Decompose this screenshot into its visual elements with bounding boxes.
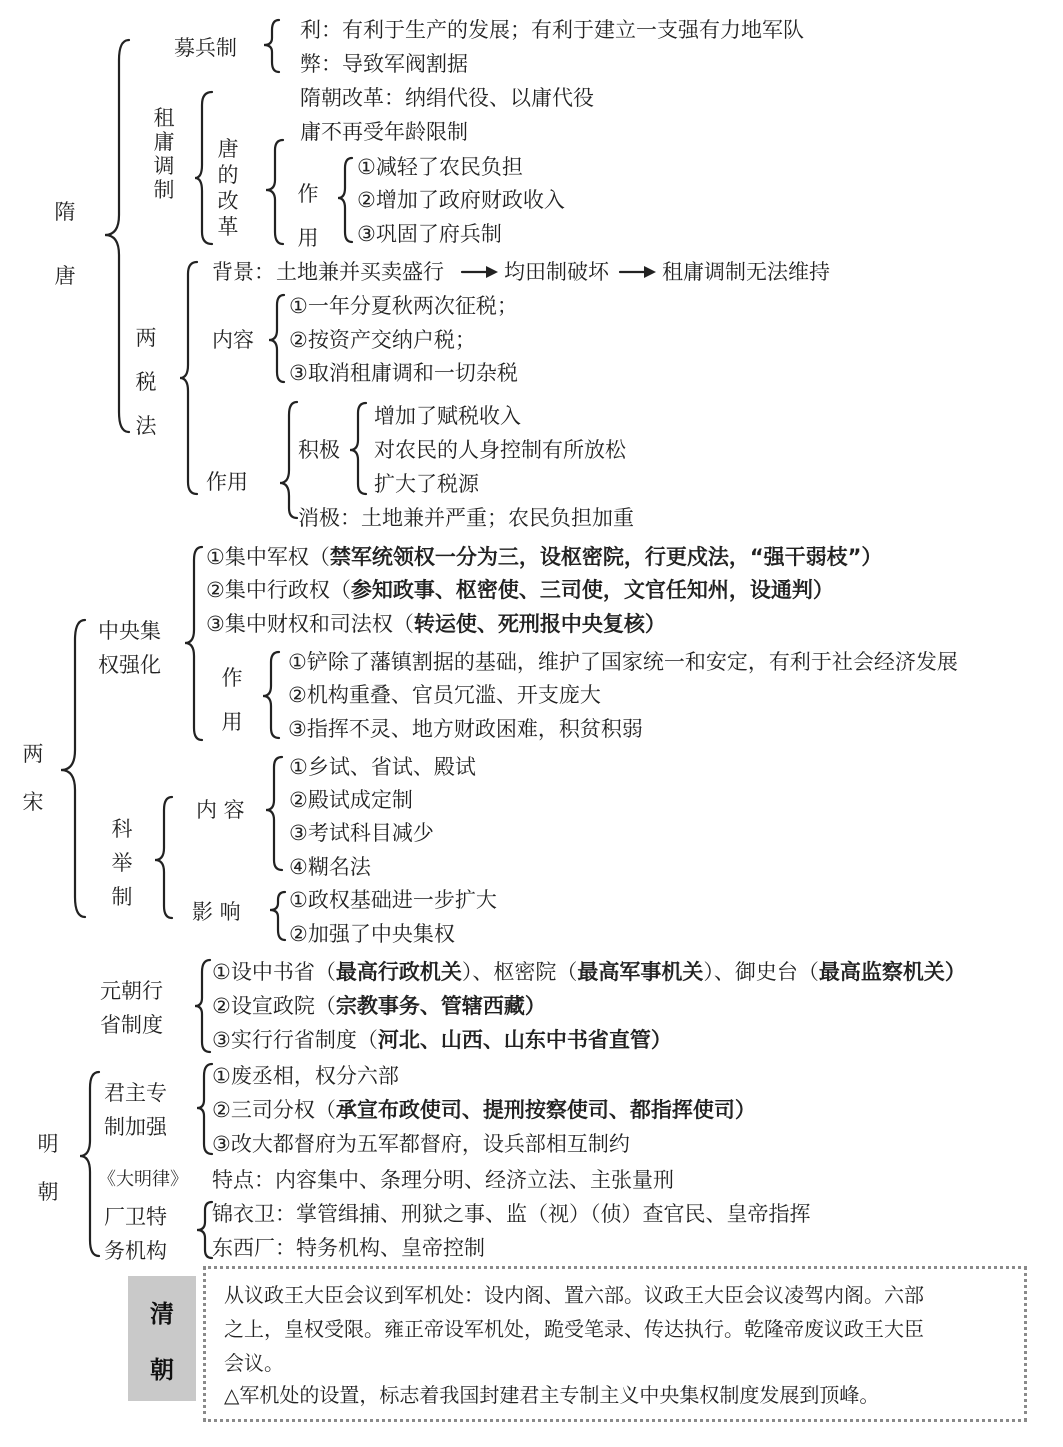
brace-zuyongdiao-effect: [338, 158, 352, 242]
qing-label-block: [128, 1276, 196, 1401]
yuan-item-1-c: ）、枢密院（: [461, 960, 578, 984]
yuan-item-2-b: 宗教事务、管辖西藏）: [335, 994, 546, 1018]
qing-label-2: 朝: [150, 1356, 174, 1384]
liangshui-content-2: ②按资产交纳户税；: [289, 328, 476, 352]
keju-content-label: 内 容: [196, 798, 245, 822]
liang-song-label: 两宋: [22, 742, 44, 814]
central-finance: [206, 612, 666, 636]
mubing-li: 利：有利于生产的发展；有利于建立一支强有力地军队: [300, 18, 804, 42]
central-effect-label: 作用: [221, 666, 243, 734]
autocracy-2: [212, 1098, 756, 1122]
liangshui-effect-label: 作用: [206, 470, 248, 494]
yuan-item-3-a: ③实行行省制度（: [212, 1028, 378, 1052]
brace-ming: [80, 1072, 99, 1256]
liangshui-label: 两税法: [135, 326, 157, 438]
brace-tang-reform: [266, 140, 283, 244]
mubing-label: 募兵制: [174, 36, 237, 60]
keju-impact-label: 影 响: [192, 900, 241, 924]
tang-reform-label: 唐的改革: [217, 137, 239, 239]
qing-line-2: 之上，皇权受限。雍正帝设军机处，跪受笔录、传达执行。乾隆帝废议政王大臣: [224, 1317, 924, 1341]
brace-keju-content: [266, 757, 282, 870]
liangshui-bg-1: 土地兼并买卖盛行: [276, 260, 444, 284]
yuan-item-1-d: 最高军事机关: [577, 960, 704, 984]
brace-keju: [155, 797, 172, 918]
yuan-item-2-a: ②设宣政院（: [212, 994, 336, 1018]
central-finance-detail: 转运使、死刑报中央复核）: [413, 612, 666, 636]
keju-content-2: ②殿试成定制: [289, 788, 413, 812]
central-effect-1: ①铲除了藩镇割据的基础，维护了国家统一和安定，有利于社会经济发展: [288, 650, 958, 674]
brace-positive: [350, 403, 366, 494]
central-label: 中央集权强化: [98, 619, 161, 677]
sui-tang-label: 隋唐: [54, 200, 76, 288]
keju-label: 科举制: [111, 817, 133, 909]
positive-label: 积极: [298, 438, 340, 462]
negative: 消极：土地兼并严重；农民负担加重: [298, 506, 634, 530]
qing-content-box: [203, 1266, 1027, 1422]
daminglv-label: 《大明律》: [98, 1169, 188, 1190]
positive-2: 对农民的人身控制有所放松: [374, 438, 626, 462]
yuan-item-2: [212, 994, 546, 1018]
central-finance-prefix: ③集中财权和司法权（: [206, 612, 414, 636]
positive-3: 扩大了税源: [374, 472, 479, 496]
qing-line-1: 从议政王大臣会议到军机处：设内阁、置六部。议政王大臣会议凌驾内阁。六部: [224, 1283, 924, 1307]
brace-liang-song: [61, 620, 85, 917]
central-military-detail: 禁军统领权一分为三，设枢密院，行更戍法，“强干弱枝”）: [329, 545, 883, 569]
brace-sui-tang: [105, 40, 129, 432]
keju-impact-1: ①政权基础进一步扩大: [289, 888, 497, 912]
liangshui-bg-3: 租庸调制无法维持: [662, 260, 830, 284]
zuyongdiao-label: 租庸调制: [153, 106, 175, 202]
liangshui-content-1: ①一年分夏秋两次征税；: [289, 294, 518, 318]
autocracy-2-detail: 承宣布政使司、提刑按察使司、都指挥使司）: [335, 1098, 756, 1122]
central-admin-prefix: ②集中行政权（: [206, 578, 351, 602]
jinyiwei: 锦衣卫：掌管缉捕、刑狱之事、监（视）（侦）查官民、皇帝指挥: [212, 1202, 811, 1226]
brace-liangshui-content: [269, 295, 284, 382]
central-admin-detail: 参知政事、枢密使、三司使，文官任知州，设通判）: [350, 578, 834, 602]
liangshui-bg-2: 均田制破坏: [504, 260, 609, 284]
no-age-limit: 庸不再受年龄限制: [300, 120, 468, 144]
mubing-bi: 弊：导致军阀割据: [300, 52, 468, 76]
sui-reform: 隋朝改革：纳绢代役、以庸代役: [300, 86, 594, 110]
liangshui-content-label: 内容: [212, 328, 254, 352]
brace-keju-impact: [270, 892, 285, 940]
yuan-label: 元朝行省制度: [100, 979, 163, 1037]
arrow-1-head: [486, 266, 498, 278]
yuan-item-1-f: 最高监察机关）: [818, 960, 966, 984]
positive-1: 增加了赋税收入: [374, 404, 521, 428]
changwei-label: 厂卫特务机构: [104, 1205, 167, 1263]
brace-liangshui-effect: [280, 402, 297, 518]
brace-liangshui: [180, 262, 197, 494]
qing-line-3: 会议。: [224, 1351, 284, 1375]
central-military-prefix: ①集中军权（: [206, 545, 330, 569]
qing-label-1: 清: [150, 1300, 174, 1328]
dongxichang: 东西厂：特务机构、皇帝控制: [212, 1236, 485, 1260]
brace-central-effect: [263, 652, 279, 738]
autocracy-1: ①废丞相，权分六部: [212, 1064, 399, 1088]
arrow-2-head: [644, 266, 656, 278]
central-admin: [206, 578, 834, 602]
autocracy-2-prefix: ②三司分权（: [212, 1098, 336, 1122]
zuyongdiao-effect-2: ②增加了政府财政收入: [357, 188, 565, 212]
qing-line-4: △军机处的设置，标志着我国封建君主专制主义中央集权制度发展到顶峰。: [224, 1383, 880, 1407]
keju-impact-2: ②加强了中央集权: [289, 922, 455, 946]
brace-mubing: [264, 20, 279, 72]
autocracy-3: ③改大都督府为五军都督府，设兵部相互制约: [212, 1132, 630, 1156]
yuan-item-1-b: 最高行政机关: [335, 960, 462, 984]
brace-central: [185, 547, 202, 740]
yuan-item-3-b: 河北、山西、山东中书省直管）: [377, 1028, 672, 1052]
daminglv-feature: 特点：内容集中、条理分明、经济立法、主张量刑: [212, 1168, 674, 1192]
brace-zuyongdiao: [195, 92, 212, 244]
central-military: [206, 545, 882, 569]
yuan-item-1-a: ①设中书省（: [212, 960, 336, 984]
autocracy-label: 君主专制加强: [104, 1081, 167, 1139]
zuyongdiao-effect-3: ③巩固了府兵制: [357, 222, 502, 246]
zuyongdiao-effect-1: ①减轻了农民负担: [357, 155, 523, 179]
ming-label: 明朝: [37, 1132, 59, 1204]
liangshui-content-3: ③取消租庸调和一切杂税: [289, 361, 518, 385]
keju-content-3: ③考试科目减少: [289, 821, 434, 845]
yuan-item-1: [212, 960, 966, 984]
brace-autocracy: [197, 1064, 212, 1154]
central-effect-3: ③指挥不灵、地方财政困难，积贫积弱: [288, 717, 643, 741]
central-effect-2: ②机构重叠、官员冗滥、开支庞大: [288, 683, 601, 707]
keju-content-4: ④糊名法: [289, 855, 371, 879]
zuyongdiao-effect-label: 作用: [297, 182, 319, 250]
keju-content-1: ①乡试、省试、殿试: [289, 755, 476, 779]
yuan-item-1-e: ）、御史台（: [703, 960, 819, 984]
brace-changwei: [197, 1202, 212, 1258]
brace-yuan: [195, 960, 210, 1052]
liangshui-bg-label: 背景：: [212, 260, 275, 284]
yuan-item-3: [212, 1028, 672, 1052]
